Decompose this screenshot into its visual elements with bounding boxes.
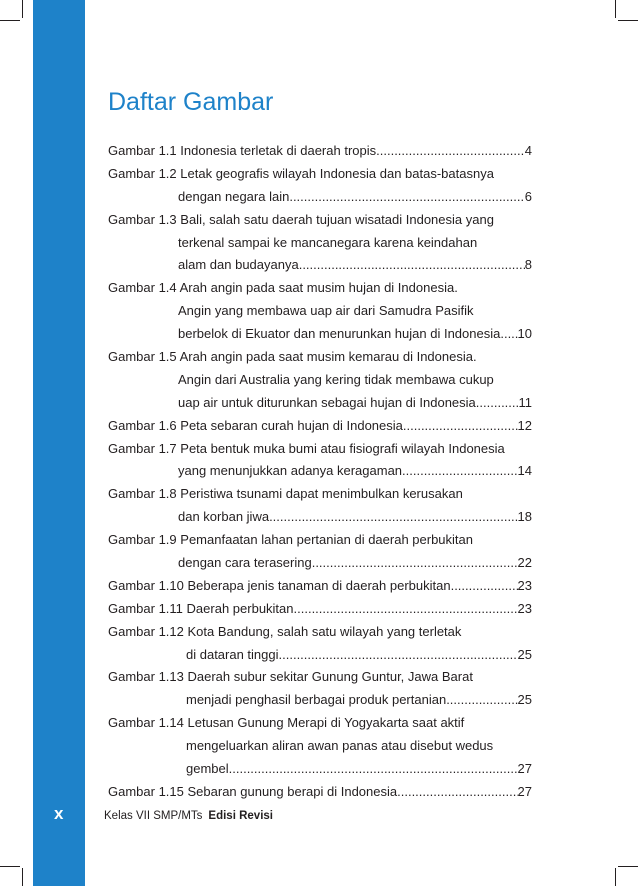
figure-caption: gembel: [186, 761, 229, 777]
figure-entry-continuation: [108, 300, 532, 323]
figure-entry-text: [178, 254, 299, 277]
figure-caption: Sebaran gunung berapi di Indonesia: [187, 783, 398, 799]
figure-caption: menjadi penghasil berbagai produk pertanian: [186, 692, 447, 708]
figure-label: Gambar 1.10: [108, 577, 184, 593]
figure-entry-continuation: [108, 392, 532, 415]
figure-entry-text: [108, 598, 294, 621]
figure-entry-text: [108, 346, 477, 369]
crop-mark: [22, 0, 23, 18]
figure-caption: alam dan budayanya: [178, 257, 299, 273]
dot-leader: [269, 506, 517, 529]
figure-label: Gambar 1.7: [108, 440, 177, 456]
figure-caption: dengan negara lain: [178, 188, 290, 204]
figure-page-number: 11: [518, 394, 532, 410]
figure-label: Gambar 1.8: [108, 486, 177, 502]
figure-entry-continuation: [108, 552, 532, 575]
figure-label: Gambar 1.12: [108, 623, 184, 639]
figure-page-number: 23: [517, 577, 532, 593]
figure-caption: Letak geografis wilayah Indonesia dan batas-batasnya: [180, 165, 494, 181]
figure-label: Gambar 1.13: [108, 669, 184, 685]
figure-caption: Arah angin pada saat musim hujan di Indonesia.: [179, 280, 458, 296]
figure-entry-continuation: [108, 232, 532, 255]
figure-caption: Arah angin pada saat musim kemarau di Indonesia.: [179, 349, 477, 365]
footer: [104, 810, 273, 822]
blue-sidebar: [33, 0, 85, 886]
figure-caption: Indonesia terletak di daerah tropis: [180, 143, 377, 158]
figure-page-number: 12: [517, 417, 532, 433]
figure-entry: [108, 666, 532, 689]
figure-entry-text: [178, 460, 402, 483]
figure-caption: Peta bentuk muka bumi atau fisiografi wilayah Indonesia: [180, 440, 505, 456]
figure-entry-text: [108, 781, 397, 804]
dot-leader: [289, 186, 524, 209]
figure-entry-continuation: [108, 460, 532, 483]
figure-entry-continuation: [108, 644, 532, 667]
dot-leader: [376, 140, 525, 163]
figure-caption: dengan cara terasering: [178, 555, 312, 571]
figure-caption: di dataran tinggi: [186, 646, 279, 662]
figure-page-number: 25: [517, 692, 532, 708]
dot-leader: [402, 460, 517, 483]
figure-caption: Angin yang membawa uap air dari Samudra Pasifik: [178, 303, 474, 319]
figure-entry-text: [108, 277, 458, 300]
figure-entry-text: [178, 300, 474, 323]
figure-entry: [108, 415, 532, 438]
figure-entry: [108, 209, 532, 232]
figure-caption: Angin dari Australia yang kering tidak membawa cukup: [178, 371, 494, 387]
figure-entry-text: [178, 232, 477, 255]
figure-entry-text: [108, 483, 463, 506]
dot-leader: [312, 552, 518, 575]
dot-leader: [500, 323, 517, 346]
figure-page-number: 22: [517, 555, 532, 571]
figure-caption: Daerah subur sekitar Gunung Guntur, Jawa Barat: [187, 669, 473, 685]
figure-caption: terkenal sampai ke mancanegara karena keindahan: [178, 234, 478, 250]
figure-entry-text: [178, 392, 476, 415]
figure-page-number: 6: [524, 188, 532, 204]
figure-page-number: 14: [517, 463, 532, 479]
footer-edition: Edisi Revisi: [208, 810, 273, 822]
figure-entry-text: [108, 415, 403, 438]
figure-label: Gambar 1.5: [108, 349, 177, 365]
figure-label: Gambar 1.15: [108, 783, 184, 799]
figure-entry: [108, 781, 532, 804]
dot-leader: [446, 689, 517, 712]
figure-entry-text: [108, 621, 461, 644]
crop-mark: [615, 868, 616, 886]
figure-entry-continuation: [108, 369, 532, 392]
crop-mark: [0, 866, 20, 867]
figure-entry-text: [108, 666, 473, 689]
figure-entry: [108, 140, 532, 163]
figure-entry-text: [108, 529, 473, 552]
dot-leader: [294, 598, 518, 621]
figure-caption: uap air untuk diturunkan sebagai hujan di Indonesia: [178, 394, 476, 410]
figure-label: Gambar 1.2: [108, 165, 177, 181]
figure-caption: Beberapa jenis tanaman di daerah perbukitan: [187, 577, 451, 593]
figure-page-number: 27: [517, 761, 532, 777]
figure-entry-text: [186, 689, 446, 712]
figure-page-number: 18: [517, 509, 532, 525]
figure-caption: berbelok di Ekuator dan menurunkan hujan di Indonesia: [178, 326, 501, 342]
figure-caption: Peristiwa tsunami dapat menimbulkan kerusakan: [180, 486, 463, 502]
figure-label: Gambar 1.14: [108, 715, 184, 731]
figure-entry-continuation: [108, 735, 532, 758]
figure-entry: [108, 621, 532, 644]
figure-entry-text: [108, 575, 451, 598]
figure-entry-continuation: [108, 254, 532, 277]
figure-entry-text: [186, 644, 279, 667]
figure-label: Gambar 1.4: [108, 280, 177, 296]
figure-entry: [108, 277, 532, 300]
figure-entry-continuation: [108, 323, 532, 346]
figure-label: Gambar 1.1: [108, 143, 177, 158]
figure-entry-text: [178, 186, 289, 209]
figure-label: Gambar 1.6: [108, 417, 177, 433]
dot-leader: [229, 758, 518, 781]
dot-leader: [451, 575, 518, 598]
figure-entry-text: [178, 323, 500, 346]
crop-mark: [0, 20, 20, 21]
figure-entry-text: [178, 506, 269, 529]
figure-entry-text: [108, 209, 494, 232]
figure-caption: Pemanfaatan lahan pertanian di daerah perbukitan: [180, 532, 473, 548]
dot-leader: [476, 392, 519, 415]
figure-entry: [108, 529, 532, 552]
figure-caption: mengeluarkan aliran awan panas atau disebut wedus: [186, 738, 494, 754]
figure-caption: Letusan Gunung Merapi di Yogyakarta saat aktif: [187, 715, 465, 731]
dot-leader: [397, 781, 517, 804]
crop-mark: [22, 868, 23, 886]
figure-entry: [108, 712, 532, 735]
figure-list: [108, 140, 532, 804]
figure-caption: Bali, salah satu daerah tujuan wisatadi Indonesia yang: [180, 211, 494, 227]
figure-label: Gambar 1.11: [108, 600, 183, 616]
crop-mark: [615, 0, 616, 18]
figure-entry-text: [108, 712, 464, 735]
footer-text: Kelas VII SMP/MTs: [104, 810, 203, 822]
figure-entry: [108, 598, 532, 621]
figure-entry-continuation: [108, 758, 532, 781]
dot-leader: [279, 644, 518, 667]
figure-entry: [108, 346, 532, 369]
figure-entry-continuation: [108, 506, 532, 529]
figure-entry-continuation: [108, 186, 532, 209]
figure-page-number: 23: [517, 600, 532, 616]
figure-caption: Peta sebaran curah hujan di Indonesia: [180, 417, 403, 433]
figure-entry-text: [186, 735, 493, 758]
page-number: x: [54, 804, 64, 823]
figure-caption: dan korban jiwa: [178, 509, 270, 525]
figure-entry-continuation: [108, 689, 532, 712]
dot-leader: [299, 254, 525, 277]
dot-leader: [403, 415, 518, 438]
figure-entry: [108, 163, 532, 186]
page-title: Daftar Gambar: [108, 88, 274, 116]
crop-mark: [618, 20, 638, 21]
figure-page-number: 8: [524, 257, 532, 273]
crop-mark: [618, 866, 638, 867]
figure-page-number: 4: [524, 143, 532, 158]
figure-entry-text: [108, 163, 494, 186]
figure-label: Gambar 1.9: [108, 532, 177, 548]
figure-entry-text: [108, 438, 505, 461]
figure-entry-text: [178, 552, 312, 575]
figure-entry: [108, 483, 532, 506]
figure-label: Gambar 1.3: [108, 211, 177, 227]
figure-caption: Daerah perbukitan: [186, 600, 294, 616]
figure-page-number: 10: [517, 326, 532, 342]
figure-page-number: 27: [517, 783, 532, 799]
figure-page-number: 25: [517, 646, 532, 662]
figure-entry-text: [178, 369, 494, 392]
figure-caption: yang menunjukkan adanya keragaman: [178, 463, 403, 479]
figure-caption: Kota Bandung, salah satu wilayah yang terletak: [187, 623, 462, 639]
figure-entry-text: [186, 758, 229, 781]
figure-entry-text: [108, 140, 376, 163]
figure-entry: [108, 438, 532, 461]
figure-entry: [108, 575, 532, 598]
